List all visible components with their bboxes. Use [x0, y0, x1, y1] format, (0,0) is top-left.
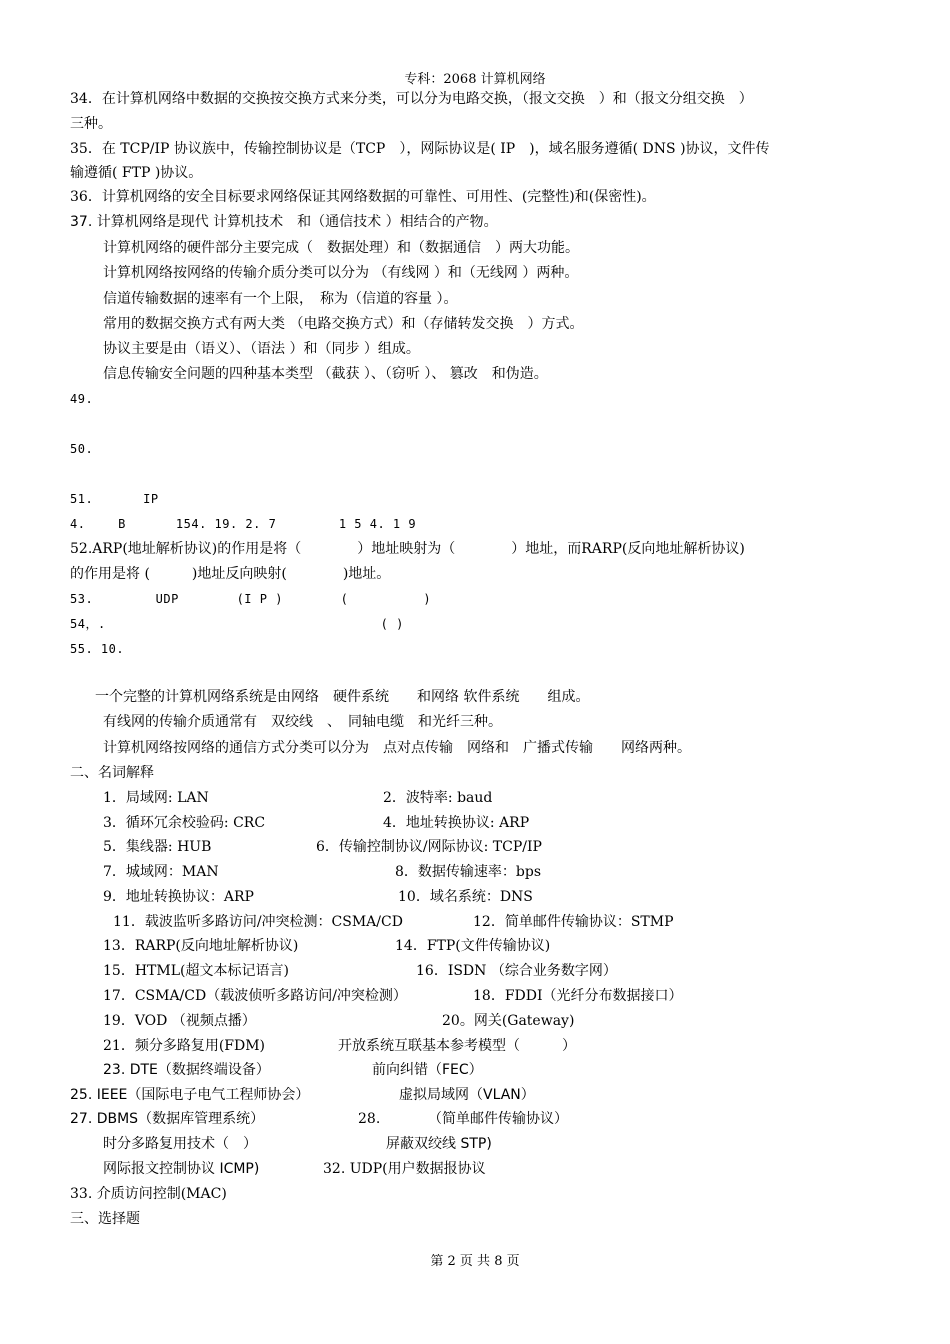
line-50b [70, 465, 258, 483]
term-16: 16．ISDN （综合业务数字网） [416, 963, 617, 979]
term-6: 6．传输控制协议/网际协议: TCP/IP [316, 839, 542, 855]
line-wired: 有线网的传输介质通常有 双绞线 、 同轴电缆 和光纤三种。 [103, 714, 502, 730]
line-51: 51. IP [70, 492, 509, 506]
term-33: 33. 介质访问控制(MAC) [70, 1186, 227, 1202]
term-3: 3．循环冗余校验码: CRC [103, 815, 266, 831]
line-switching: 常用的数据交换方式有两大类 （电路交换方式）和（存储转发交换 ）方式。 [103, 316, 584, 332]
term-23: 23. DTE（数据终端设备） [103, 1062, 270, 1078]
line-54: 54，. ( ) [70, 617, 554, 631]
page-header: 专科：2068 计算机网络 [404, 72, 546, 87]
term-7: 7．城域网：MAN [103, 864, 219, 880]
line-35b: 输遵循( FTP )协议。 [70, 165, 203, 181]
section-terms-heading: 二、名词解释 [70, 765, 154, 781]
term-9: 9．地址转换协议：ARP [103, 889, 254, 905]
term-17: 17．CSMA/CD（载波侦听多路访问/冲突检测） [103, 988, 407, 1004]
term-10: 10．域名系统：DNS [398, 889, 533, 905]
term-osi: 开放系统互联基本参考模型（ ） [338, 1038, 576, 1054]
page-footer: 第 2 页 共 8 页 [430, 1254, 520, 1269]
term-32: 32. UDP(用户数据报协议 [323, 1161, 486, 1177]
term-fec: 前向纠错（FEC） [372, 1062, 483, 1078]
term-icmp: 网际报文控制协议 ICMP) [103, 1161, 260, 1177]
line-comm-mode: 计算机网络按网络的通信方式分类可以分为 点对点传输 网络和 广播式传输 网络两种。 [103, 740, 691, 756]
term-tdm: 时分多路复用技术（ ） [103, 1136, 257, 1152]
line-protocol: 协议主要是由（语义）、（语法 ）和（同步 ）组成。 [103, 341, 420, 357]
term-28-number: 28. [358, 1111, 381, 1127]
term-20: 20。网关(Gateway) [442, 1013, 575, 1029]
line-37: 37. 计算机网络是现代 计算机技术 和（通信技术 ）相结合的产物。 [70, 214, 498, 230]
line-4: 4. B 154. 19. 2. 7 1 5 4. 1 9 [70, 517, 499, 531]
term-25: 25. IEEE（国际电子电气工程师协会） [70, 1087, 310, 1103]
term-28: （简单邮件传输协议） [428, 1111, 568, 1127]
term-4: 4．地址转换协议: ARP [383, 815, 530, 831]
line-55b [70, 665, 308, 683]
line-35a: 35．在 TCP/IP 协议族中，传输控制协议是（TCP ），网际协议是( IP )，域名服务遵循( DNS )协议，文件传 [70, 141, 770, 157]
line-media: 计算机网络按网络的传输介质分类可以分为 （有线网 ）和（无线网 ）两种。 [103, 265, 579, 281]
line-52b: 的作用是将 ( )地址反向映射( )地址。 [70, 566, 391, 582]
term-19: 19．VOD （视频点播） [103, 1013, 256, 1029]
line-34b: 三种。 [70, 116, 112, 132]
term-13: 13．RARP(反向地址解析协议) [103, 938, 299, 954]
line-55a: 55. 10. [70, 642, 562, 656]
line-channel: 信道传输数据的速率有一个上限， 称为（信道的容量 ）。 [103, 291, 458, 307]
line-52a: 52.ARP(地址解析协议)的作用是将（ ）地址映射为（ ）地址，而RARP(反向地址解析协议) [70, 541, 745, 557]
line-53: 53. UDP (I P ) ( ) [70, 592, 557, 606]
section-choice-heading: 三、选择题 [70, 1211, 140, 1227]
line-50a: 50. [70, 442, 644, 456]
term-18: 18．FDDI（光纤分布数据接口） [473, 988, 683, 1004]
term-27: 27. DBMS（数据库管理系统） [70, 1111, 265, 1127]
term-vlan: 虚拟局域网（VLAN） [399, 1087, 535, 1103]
term-2: 2．波特率: baud [383, 790, 493, 806]
line-security: 信息传输安全问题的四种基本类型 （截获 ）、（窃听 ）、 篡改 和伪造。 [103, 366, 548, 382]
line-36: 36．计算机网络的安全目标要求网络保证其网络数据的可靠性、可用性、(完整性)和(保密性)。 [70, 189, 656, 205]
term-14: 14．FTP(文件传输协议) [395, 938, 551, 954]
term-8: 8．数据传输速率：bps [395, 864, 542, 880]
line-49a: 49. [70, 392, 644, 406]
term-21: 21．频分多路复用(FDM) [103, 1038, 266, 1054]
term-5: 5．集线器: HUB [103, 839, 212, 855]
line-49b [70, 414, 295, 432]
line-system: 一个完整的计算机网络系统是由网络 硬件系统 和网络 软件系统 组成。 [95, 689, 590, 705]
term-15: 15．HTML(超文本标记语言) [103, 963, 289, 979]
term-stp: 屏蔽双绞线 STP) [386, 1136, 492, 1152]
term-11: 11．载波监听多路访问/冲突检测：CSMA/CD [113, 914, 403, 930]
term-1: 1．局域网: LAN [103, 790, 209, 806]
line-34a: 34．在计算机网络中数据的交换按交换方式来分类，可以分为电路交换，（报文交换 ）和（报文分组交换 ） [70, 91, 753, 107]
term-12: 12．简单邮件传输协议：STMP [473, 914, 674, 930]
line-hardware: 计算机网络的硬件部分主要完成（ 数据处理）和（数据通信 ）两大功能。 [103, 240, 579, 256]
